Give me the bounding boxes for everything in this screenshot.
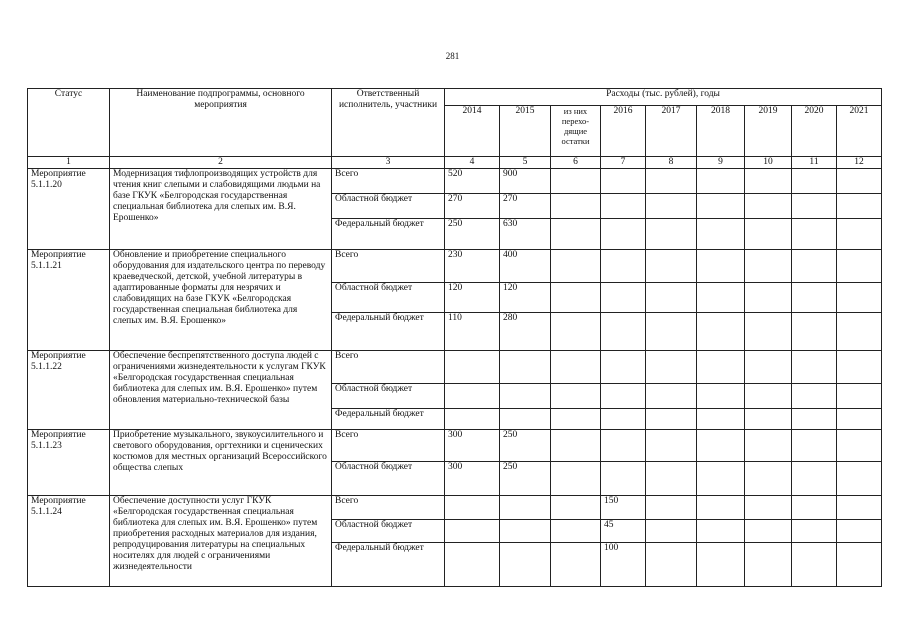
funding-source: Всего [332,496,445,520]
expense-value [745,169,792,194]
expense-value [745,430,792,462]
expense-value [601,283,646,313]
event-status: Мероприятие 5.1.1.21 [28,250,110,351]
expense-value [601,219,646,250]
expense-value [745,250,792,283]
header-expenses: Расходы (тыс. рублей), годы [445,89,882,106]
expense-value [646,462,697,496]
table-row [28,496,882,520]
expense-value [697,462,745,496]
expense-value [745,283,792,313]
expense-value [601,313,646,351]
expense-value [837,313,882,351]
expense-value [697,313,745,351]
expense-value [551,409,601,430]
expense-value [445,543,500,587]
expense-value [837,462,882,496]
funding-source: Областной бюджет [332,462,445,496]
funding-source: Федеральный бюджет [332,409,445,430]
expense-value [837,250,882,283]
expense-value [500,409,551,430]
expense-value [697,384,745,409]
expense-value [445,409,500,430]
header-year: 2019 [745,106,792,157]
expense-value [837,430,882,462]
expense-value [792,283,837,313]
expense-value [646,384,697,409]
event-status: Мероприятие 5.1.1.23 [28,430,110,496]
funding-source: Областной бюджет [332,283,445,313]
expense-value: 300 [445,430,500,462]
expense-value [792,194,837,219]
expense-value [551,313,601,351]
page-number: 281 [445,51,460,61]
funding-source: Всего [332,250,445,283]
expense-value: 520 [445,169,500,194]
expense-value: 250 [500,430,551,462]
expense-value [745,313,792,351]
event-name: Приобретение музыкального, звукоусилительного и светового оборудования, оргтехники и сценических костюмов для местных организаций Всероссийского общества слепых [110,430,332,496]
header-name: Наименование подпрограммы, основного мероприятия [110,89,332,157]
expense-value [601,430,646,462]
event-name: Обеспечение беспрепятственного доступа людей с ограничениями жизнедеятельности к услугам ГКУК «Белгородская государственная специальная библиотека для слепых им. В.Я. Ерошенко» путем обновления материально-технической базы [110,351,332,430]
expense-value [837,520,882,543]
expense-value [837,351,882,384]
expense-value [837,169,882,194]
column-number: 3 [332,157,445,169]
header-year: 2018 [697,106,745,157]
expense-value [697,169,745,194]
expense-value [697,496,745,520]
expense-value [646,250,697,283]
expense-value [646,313,697,351]
table-row [28,430,882,462]
event-name: Модернизация тифлопроизводящих устройств для чтения книг слепыми и слабовидящими людьми на базе ГКУК «Белгородская государственная специальная библиотека для слепых им. В.Я. Ерошенко» [110,169,332,250]
funding-source: Федеральный бюджет [332,313,445,351]
expense-value: 110 [445,313,500,351]
expense-value [646,351,697,384]
expense-value: 150 [601,496,646,520]
expense-value [792,313,837,351]
expense-value [551,219,601,250]
expense-value [745,194,792,219]
expense-value [646,543,697,587]
expense-value [551,462,601,496]
expense-value [792,384,837,409]
funding-source: Областной бюджет [332,194,445,219]
header-year: 2016 [601,106,646,157]
expense-value [745,543,792,587]
expense-value: 280 [500,313,551,351]
header-carryover: из них перехо-дящие остатки [551,106,601,157]
expense-value [551,384,601,409]
expense-value: 250 [445,219,500,250]
expense-value [792,409,837,430]
expense-value [837,409,882,430]
expense-value [500,351,551,384]
expense-value: 230 [445,250,500,283]
expense-value [601,462,646,496]
expense-value [551,250,601,283]
expense-value [792,430,837,462]
expense-value [646,520,697,543]
expense-value [792,351,837,384]
expense-value [551,543,601,587]
expense-value [792,169,837,194]
expense-value [551,430,601,462]
column-number: 7 [601,157,646,169]
expense-value: 630 [500,219,551,250]
column-number: 2 [110,157,332,169]
column-number: 12 [837,157,882,169]
column-number: 4 [445,157,500,169]
expense-value: 250 [500,462,551,496]
expense-value [745,384,792,409]
expense-value [646,283,697,313]
expense-value [500,543,551,587]
expense-value: 400 [500,250,551,283]
column-number: 9 [697,157,745,169]
expense-value [646,409,697,430]
expense-value [697,520,745,543]
expense-value: 120 [500,283,551,313]
expense-value [745,219,792,250]
header-year: 2014 [445,106,500,157]
header-executor: Ответственный исполнитель, участники [332,89,445,157]
expense-value [500,496,551,520]
expense-value [646,430,697,462]
header-year: 2015 [500,106,551,157]
event-status: Мероприятие 5.1.1.20 [28,169,110,250]
expense-value: 120 [445,283,500,313]
expense-value [792,520,837,543]
table-row [28,169,882,194]
expense-value [646,194,697,219]
expense-value [837,384,882,409]
event-status: Мероприятие 5.1.1.22 [28,351,110,430]
header-status: Статус [28,89,110,157]
expense-value [745,496,792,520]
expense-value [551,194,601,219]
header-year: 2021 [837,106,882,157]
expense-value [697,283,745,313]
expense-value [601,250,646,283]
funding-source: Областной бюджет [332,384,445,409]
expense-value [500,384,551,409]
funding-source: Всего [332,351,445,384]
expense-value: 100 [601,543,646,587]
expense-value [551,169,601,194]
expense-value [837,543,882,587]
column-number: 8 [646,157,697,169]
expense-value: 270 [500,194,551,219]
expense-value [697,409,745,430]
expense-value: 300 [445,462,500,496]
expense-value: 45 [601,520,646,543]
funding-source: Федеральный бюджет [332,219,445,250]
expense-value [837,283,882,313]
column-number: 10 [745,157,792,169]
expense-value [500,520,551,543]
expense-value [646,169,697,194]
expense-value [697,250,745,283]
expense-value [601,384,646,409]
column-number: 5 [500,157,551,169]
expense-value [445,496,500,520]
funding-source: Всего [332,430,445,462]
expense-value [551,351,601,384]
expense-value [792,250,837,283]
funding-source: Федеральный бюджет [332,543,445,587]
expense-value [646,496,697,520]
event-status: Мероприятие 5.1.1.24 [28,496,110,587]
expense-value [837,219,882,250]
expense-value [837,194,882,219]
expense-value [792,462,837,496]
expense-value [601,351,646,384]
table-row [28,351,882,384]
header-year: 2017 [646,106,697,157]
column-number: 6 [551,157,601,169]
expense-value [745,520,792,543]
expense-value [445,520,500,543]
expense-value [745,351,792,384]
expense-value [551,496,601,520]
column-number: 1 [28,157,110,169]
expense-value [445,351,500,384]
expense-value [837,496,882,520]
event-name: Обновление и приобретение специального оборудования для издательского центра по переводу краеведческой, детской, учебной литературы в адаптированные форматы для незрячих и слабовидящих на базе ГКУК «Белгородская государственная специальная библиотека для слепых им. В.Я. Ерошенко» [110,250,332,351]
column-number: 11 [792,157,837,169]
expense-value [445,384,500,409]
header-year: 2020 [792,106,837,157]
expense-value [697,219,745,250]
expense-value [697,351,745,384]
table-body [28,169,882,587]
expense-value [745,409,792,430]
expense-value [792,543,837,587]
expense-value [601,409,646,430]
event-name: Обеспечение доступности услуг ГКУК «Белгородская государственная специальная библиотека для слепых им. В.Я. Ерошенко» путем приобретения расходных материалов для издания, репродуцирования литературы на специальных носителях для людей с ограничениями жизнедеятельности [110,496,332,587]
expense-value [551,283,601,313]
expense-value [697,543,745,587]
expenses-table [27,88,882,587]
funding-source: Всего [332,169,445,194]
expense-value [646,219,697,250]
expense-value [551,520,601,543]
expense-value [745,462,792,496]
expense-value [697,194,745,219]
expense-value [601,169,646,194]
expense-value: 900 [500,169,551,194]
expense-value: 270 [445,194,500,219]
expense-value [792,219,837,250]
funding-source: Областной бюджет [332,520,445,543]
table-row [28,250,882,283]
expense-value [601,194,646,219]
expense-value [697,430,745,462]
expense-value [792,496,837,520]
